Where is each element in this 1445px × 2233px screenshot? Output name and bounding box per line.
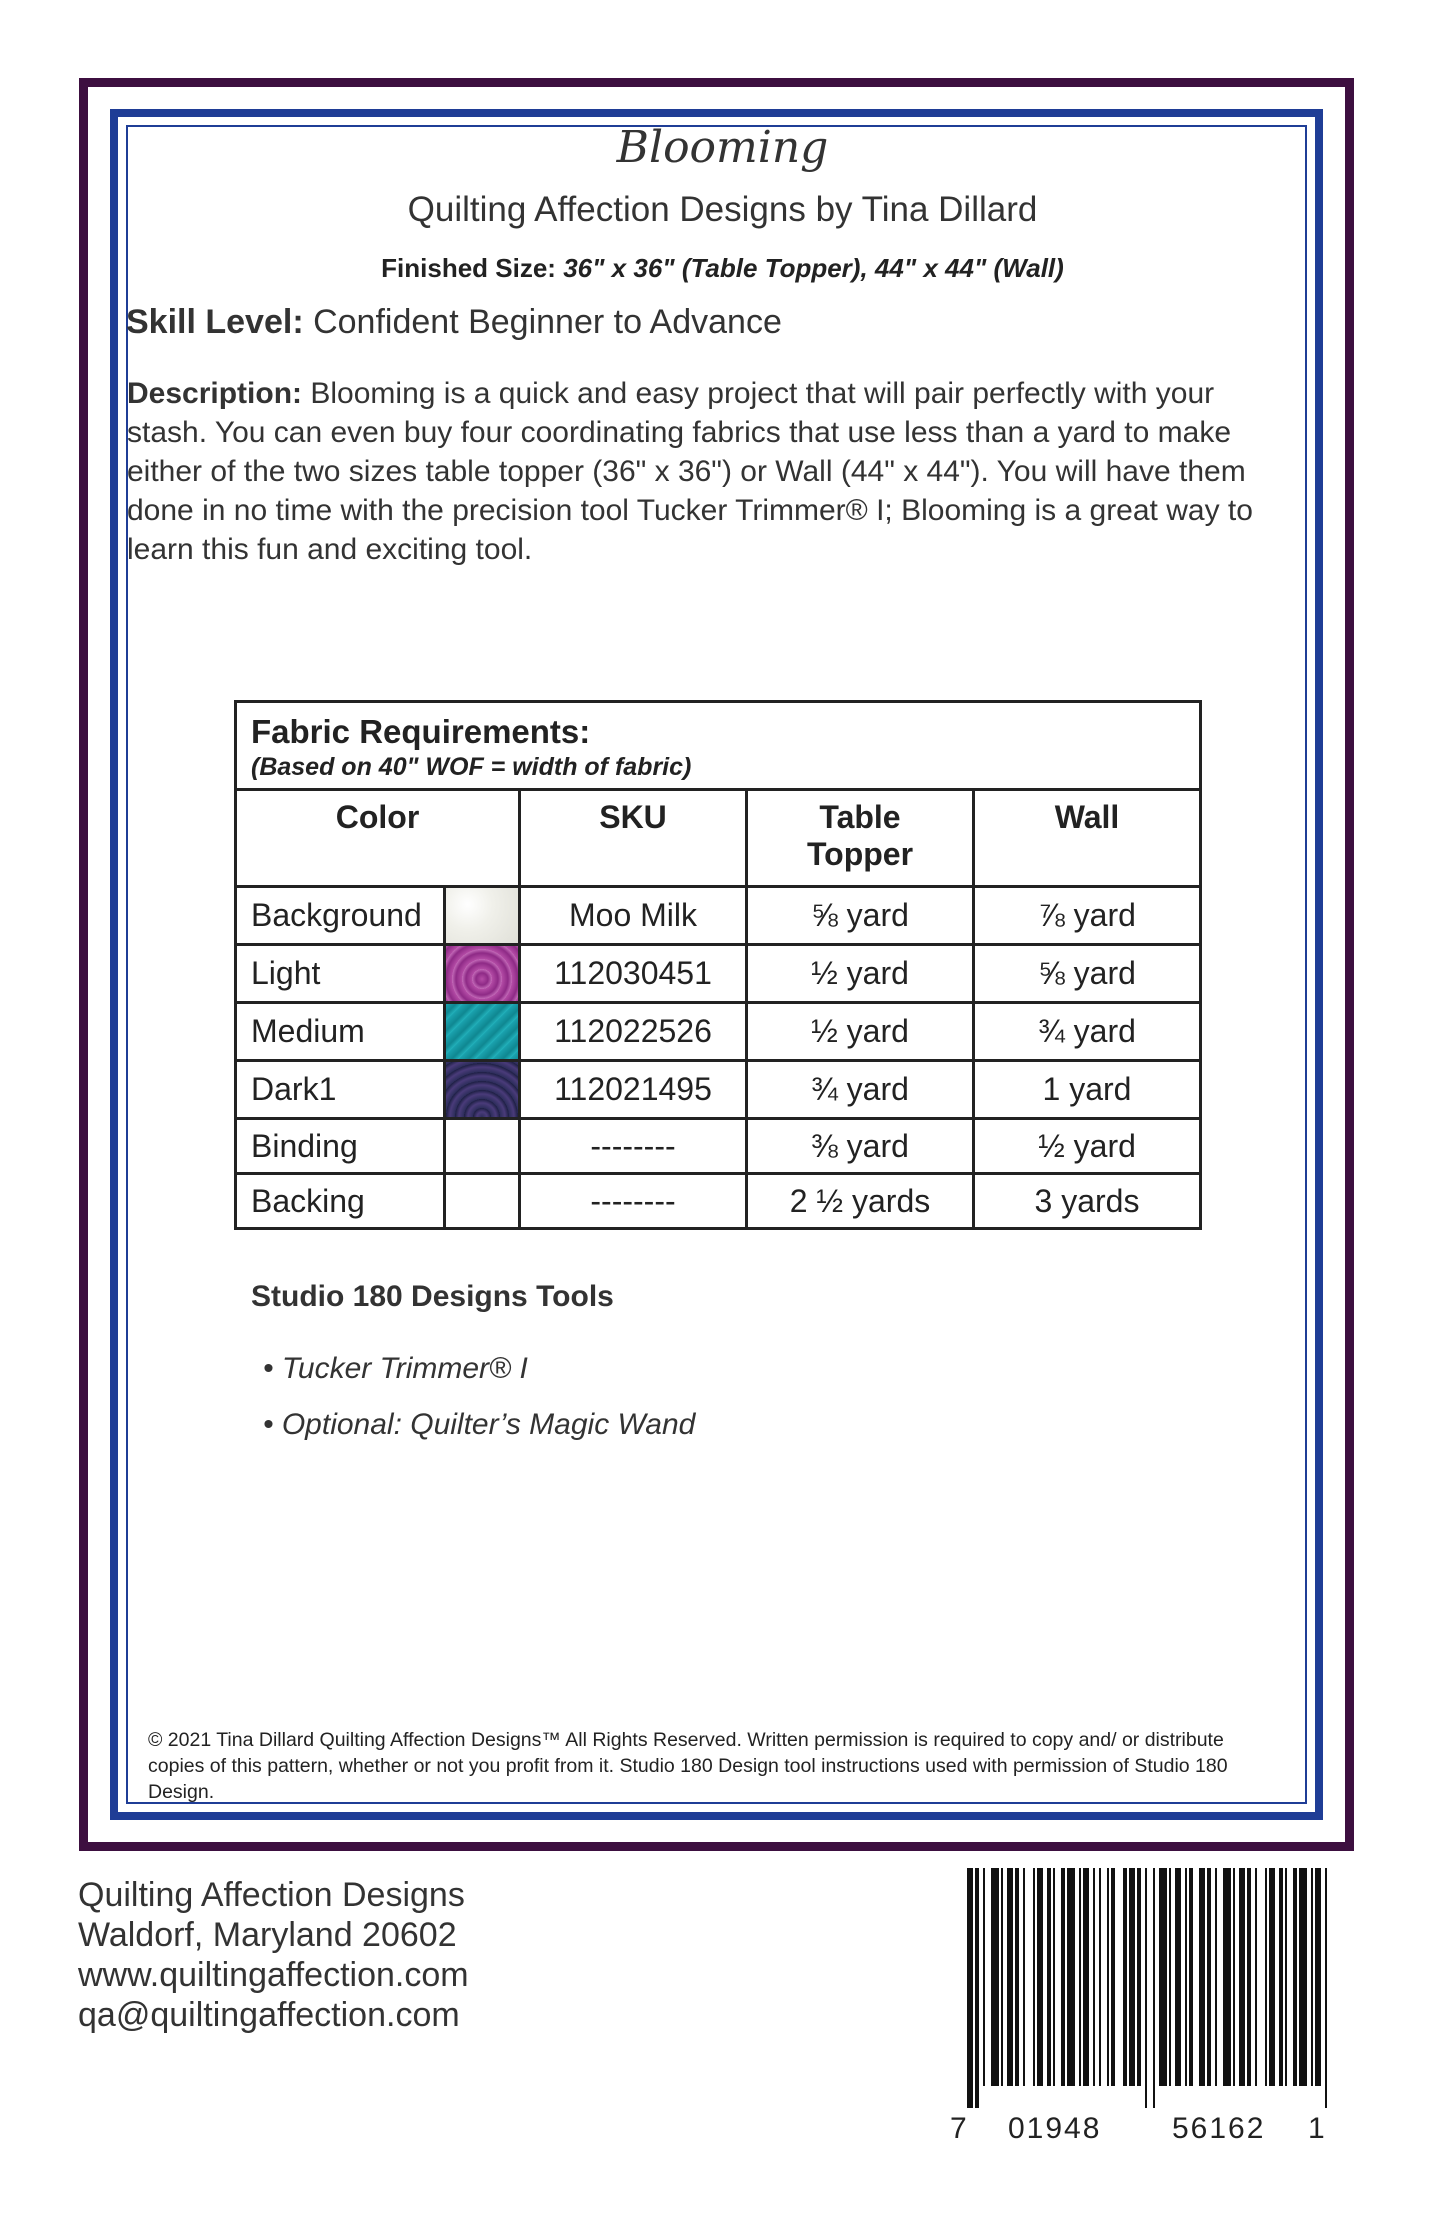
row-wall: 1 yard xyxy=(974,1061,1201,1119)
barcode-bar xyxy=(1315,1868,1321,2086)
magenta-swatch xyxy=(446,946,518,1001)
navy-swatch xyxy=(446,1062,518,1117)
barcode-bar xyxy=(1083,1868,1089,2086)
tool-item: • Tucker Trimmer® I xyxy=(263,1352,528,1385)
barcode-bar xyxy=(1099,1868,1101,2086)
cream-swatch xyxy=(446,888,518,943)
barcode-bar xyxy=(1285,1868,1287,2086)
barcode-bar xyxy=(1129,1868,1135,2086)
cream-swatch-cell xyxy=(445,887,520,945)
barcode-bar xyxy=(1093,1868,1095,2086)
barcode-bar xyxy=(983,1868,985,2086)
description-text: Blooming is a quick and easy project that will pair perfectly with your stash. You can even buy four coordinating fabrics that use less than a yard to make either of the two sizes table topper (36" x 36") or Wall (44" x 44"). You will have them done in no time with the precision tool Tucker Trimmer® I; Blooming is a great way to learn this fun and exciting tool. xyxy=(127,377,1253,566)
magenta-swatch-cell xyxy=(445,945,520,1003)
row-table-topper: ⅝ yard xyxy=(747,887,974,945)
row-table-topper: ¾ yard xyxy=(747,1061,974,1119)
barcode-bar xyxy=(1311,1868,1313,2086)
barcode-group-right: 56162 xyxy=(1172,2112,1266,2145)
description-label: Description: xyxy=(127,377,303,410)
finished-size xyxy=(0,253,1445,284)
barcode-bar xyxy=(1185,1868,1187,2086)
barcode-bar xyxy=(991,1868,999,2086)
fabric-requirements-table xyxy=(234,700,1202,1230)
row-wall: ¾ yard xyxy=(974,1003,1201,1061)
tools-title: Studio 180 Designs Tools xyxy=(251,1280,614,1313)
teal-swatch-cell xyxy=(445,1003,520,1061)
barcode-digit-first: 7 xyxy=(950,2112,967,2145)
barcode-bar xyxy=(1015,1868,1019,2086)
row-wall: ½ yard xyxy=(974,1119,1201,1174)
barcode-digits xyxy=(950,2112,1330,2152)
barcode-bar xyxy=(1175,1868,1181,2086)
fabric-requirements-note: (Based on 40" WOF = width of fabric) xyxy=(251,753,692,781)
row-wall: ⅝ yard xyxy=(974,945,1201,1003)
table-row xyxy=(236,945,1201,1003)
barcode-bar xyxy=(1053,1868,1055,2086)
teal-swatch xyxy=(446,1004,518,1059)
row-sku: -------- xyxy=(520,1174,747,1229)
pattern-title: Blooming xyxy=(616,122,829,173)
table-row xyxy=(236,1003,1201,1061)
company-name: Quilting Affection Designs xyxy=(78,1876,465,1914)
row-sku: 112022526 xyxy=(520,1003,747,1061)
barcode-bar xyxy=(1033,1868,1035,2086)
column-header-table-topper-line2: Topper xyxy=(806,836,914,872)
barcode-bar xyxy=(1207,1868,1211,2086)
empty-swatch-cell xyxy=(445,1174,520,1229)
navy-swatch-cell xyxy=(445,1061,520,1119)
row-table-topper: ½ yard xyxy=(747,945,974,1003)
column-header-sku: SKU xyxy=(520,790,747,887)
barcode-bar xyxy=(1279,1868,1283,2086)
barcode-bar xyxy=(1293,1868,1297,2086)
row-sku: -------- xyxy=(520,1119,747,1174)
row-color: Medium xyxy=(236,1003,445,1061)
table-row xyxy=(236,1174,1201,1229)
barcode-bar xyxy=(1061,1868,1065,2086)
barcode-bar xyxy=(1189,1868,1193,2086)
barcode-bar xyxy=(1123,1868,1127,2086)
company-address: Waldorf, Maryland 20602 xyxy=(78,1916,457,1954)
barcode-bar xyxy=(1223,1868,1231,2086)
barcode-bar xyxy=(1299,1868,1307,2086)
barcode-bar xyxy=(975,1868,979,2108)
description xyxy=(127,374,1277,569)
column-header-table-topper xyxy=(747,790,974,887)
barcode-bar xyxy=(1047,1868,1051,2086)
table-row xyxy=(236,1119,1201,1174)
barcode-bar xyxy=(1067,1868,1075,2086)
barcode-bar xyxy=(1269,1868,1275,2086)
barcode-bar xyxy=(1037,1868,1043,2086)
finished-size-label: Finished Size: xyxy=(381,253,556,283)
barcode-bar xyxy=(967,1868,973,2108)
row-color: Binding xyxy=(236,1119,445,1174)
row-color: Dark1 xyxy=(236,1061,445,1119)
row-sku: Moo Milk xyxy=(520,887,747,945)
barcode-bar xyxy=(1215,1868,1217,2086)
barcode-digit-last: 1 xyxy=(1308,2112,1325,2145)
barcode-group-left: 01948 xyxy=(1008,2112,1102,2145)
table-row xyxy=(236,887,1201,945)
barcode-bar xyxy=(1233,1868,1235,2086)
skill-level xyxy=(126,303,782,342)
row-table-topper: ⅜ yard xyxy=(747,1119,974,1174)
row-color: Light xyxy=(236,945,445,1003)
barcode-bar xyxy=(1107,1868,1109,2086)
barcode-bar xyxy=(1325,1868,1327,2108)
copyright-notice: © 2021 Tina Dillard Quilting Affection Designs™ All Rights Reserved. Written permission is required to copy and/ or distribute copies of this pattern, whether or not you profit from it. Studio 180 Design tool instructions used with permission of Studio 180 Design. xyxy=(148,1729,1228,1803)
skill-level-label: Skill Level: xyxy=(126,303,304,341)
skill-level-value: Confident Beginner to Advance xyxy=(313,303,782,341)
row-wall: 3 yards xyxy=(974,1174,1201,1229)
barcode-bar xyxy=(1007,1868,1013,2086)
barcode xyxy=(965,1868,1335,2108)
row-table-topper: 2 ½ yards xyxy=(747,1174,974,1229)
barcode-bar xyxy=(1153,1868,1155,2108)
row-color: Backing xyxy=(236,1174,445,1229)
fabric-requirements-title: Fabric Requirements: xyxy=(251,713,591,750)
column-header-table-topper-line1: Table xyxy=(819,799,901,835)
barcode-bar xyxy=(1001,1868,1003,2086)
barcode-bar xyxy=(1159,1868,1167,2086)
barcode-bar xyxy=(1239,1868,1245,2086)
row-color: Background xyxy=(236,887,445,945)
tool-item: • Optional: Quilter’s Magic Wand xyxy=(263,1408,696,1441)
table-row xyxy=(236,1061,1201,1119)
finished-size-value: 36" x 36" (Table Topper), 44" x 44" (Wall) xyxy=(563,253,1064,283)
website-link[interactable]: www.quiltingaffection.com xyxy=(78,1956,469,1994)
barcode-bar xyxy=(1199,1868,1205,2086)
barcode-bar xyxy=(1111,1868,1115,2086)
barcode-bar xyxy=(1169,1868,1171,2086)
barcode-bar xyxy=(1079,1868,1081,2086)
barcode-bar xyxy=(1137,1868,1141,2086)
empty-swatch-cell xyxy=(445,1119,520,1174)
contact-block xyxy=(78,1875,469,2035)
row-sku: 112021495 xyxy=(520,1061,747,1119)
row-table-topper: ½ yard xyxy=(747,1003,974,1061)
barcode-bar xyxy=(1255,1868,1257,2086)
email-link[interactable]: qa@quiltingaffection.com xyxy=(78,1996,460,2034)
barcode-bar xyxy=(1247,1868,1251,2086)
designer-subtitle: Quilting Affection Designs by Tina Dillard xyxy=(407,190,1038,229)
column-header-color: Color xyxy=(236,790,520,887)
row-wall: ⅞ yard xyxy=(974,887,1201,945)
row-sku: 112030451 xyxy=(520,945,747,1003)
barcode-bar xyxy=(1145,1868,1147,2108)
table-header-row xyxy=(236,790,1201,887)
fabric-requirements-header xyxy=(236,702,1201,790)
column-header-wall: Wall xyxy=(974,790,1201,887)
barcode-bar xyxy=(1023,1868,1025,2086)
barcode-bar xyxy=(1265,1868,1267,2086)
